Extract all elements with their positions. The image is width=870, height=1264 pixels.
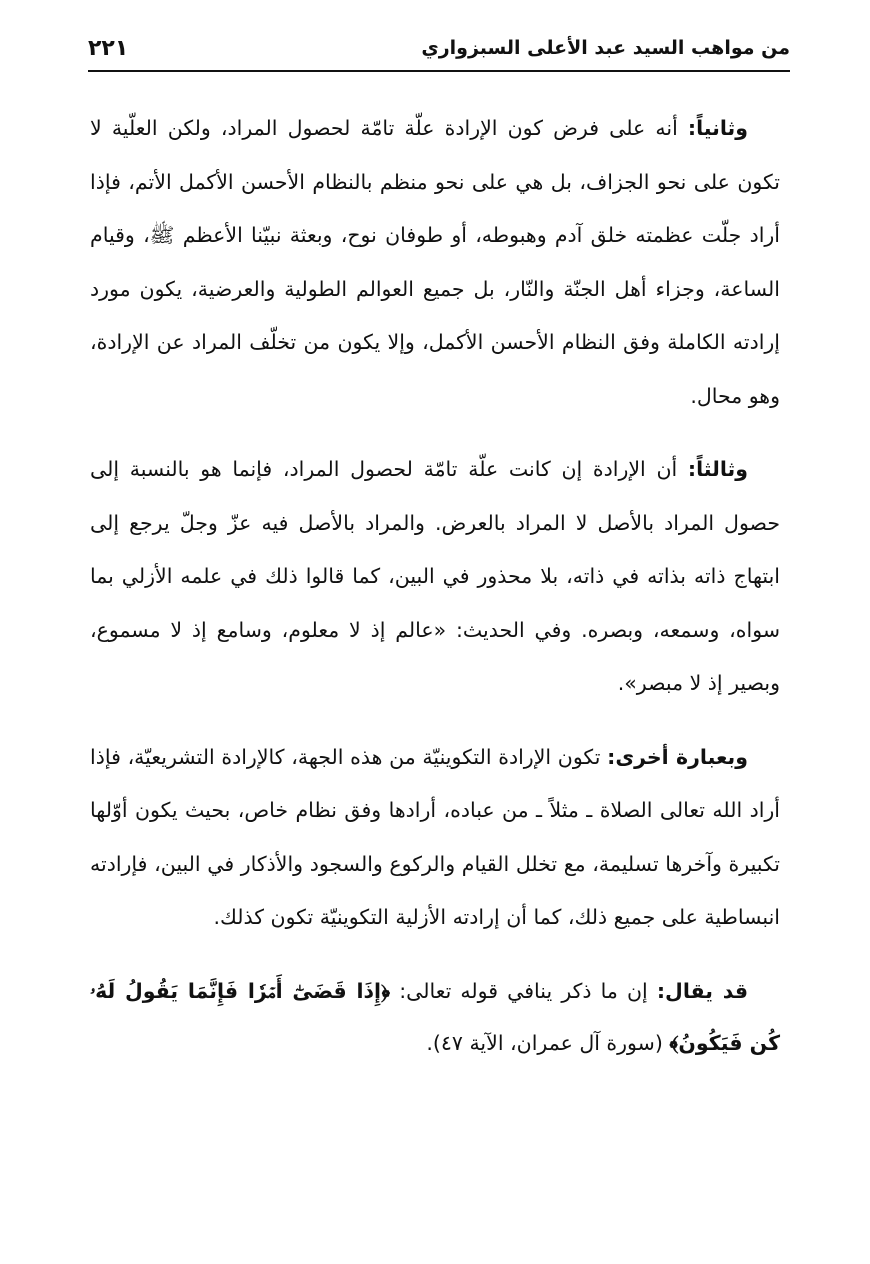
paragraph-thirdly (90, 443, 780, 711)
paragraph-lead: وثانياً: (687, 116, 748, 140)
page-number: ٢٢١ (88, 35, 129, 61)
paragraph-in-other-words (90, 731, 780, 945)
verse-citation: (سورة آل عمران، الآية ٤٧). (426, 1030, 670, 1055)
running-title: من مواهب السيد عبد الأعلى السبزواري (421, 37, 790, 59)
paragraph-text: تكون الإرادة التكوينيّة من هذه الجهة، كالإرادة التشريعيّة، فإذا أراد الله تعالى الصلاة ـ مثلاً ـ من عباده، أرادها وفق نظام خاص، بحيث يكون أوّلها تكبيرة وآخرها تسليمة، مع تخلل القيام والركوع والسجود والأذكار في البين، فإرادته انبساطية على جميع ذلك، كما أن إرادته الأزلية التكوينيّة تكون كذلك. (90, 744, 780, 929)
paragraph-lead: وثالثاً: (687, 457, 748, 481)
header-divider (88, 70, 790, 72)
paragraph-text: أن الإرادة إن كانت علّة تامّة لحصول المراد، فإنما هو بالنسبة إلى حصول المراد بالأصل لا المراد بالعرض. والمراد بالأصل فيه عزّ وجلّ يرجع إلى ابتهاج ذاته بذاته في ذاته، بلا محذور في البين، كما قالوا ذلك في علمه الأزلي بما سواه، وسمعه، وبصره. وفي الحديث: «عالم إذ لا معلوم، وسامع إذ لا مسموع، وبصير إذ لا مبصر». (90, 457, 780, 695)
paragraph-lead: قد يقال: (656, 978, 748, 1003)
paragraph-text: أنه على فرض كون الإرادة علّة تامّة لحصول المراد، ولكن العلّية لا تكون على نحو الجزاف، بل هي على نحو منظم بالنظام الأحسن الأكمل الأتم، فإذا أراد جلّت عظمته خلق آدم وهبوطه، أو طوفان نوح، وبعثة نبيّنا الأعظم ﷺ، وقيام الساعة، وجزاء أهل الجنّة والنّار، بل جميع العوالم الطولية والعرضية، يكون مورد إرادته الكاملة وفق النظام الأحسن الأكمل، وإلا يكون من تخلّف المراد عن الإرادة، وهو محال. (90, 116, 780, 408)
paragraph-secondly (90, 102, 780, 423)
paragraph-text: إن ما ذكر ينافي قوله تعالى: (390, 978, 657, 1003)
quran-verse: ﴿إِذَا قَضَىٰٓ أَمۡرٗا فَإِنَّمَا يَقُولُ لَهُۥ كُن فَيَكُونُ﴾ (90, 978, 780, 1055)
page-body (90, 102, 780, 1069)
paragraph-lead: وبعبارة أخرى: (607, 744, 748, 769)
page-header (88, 30, 790, 66)
paragraph-objection (90, 965, 780, 1069)
